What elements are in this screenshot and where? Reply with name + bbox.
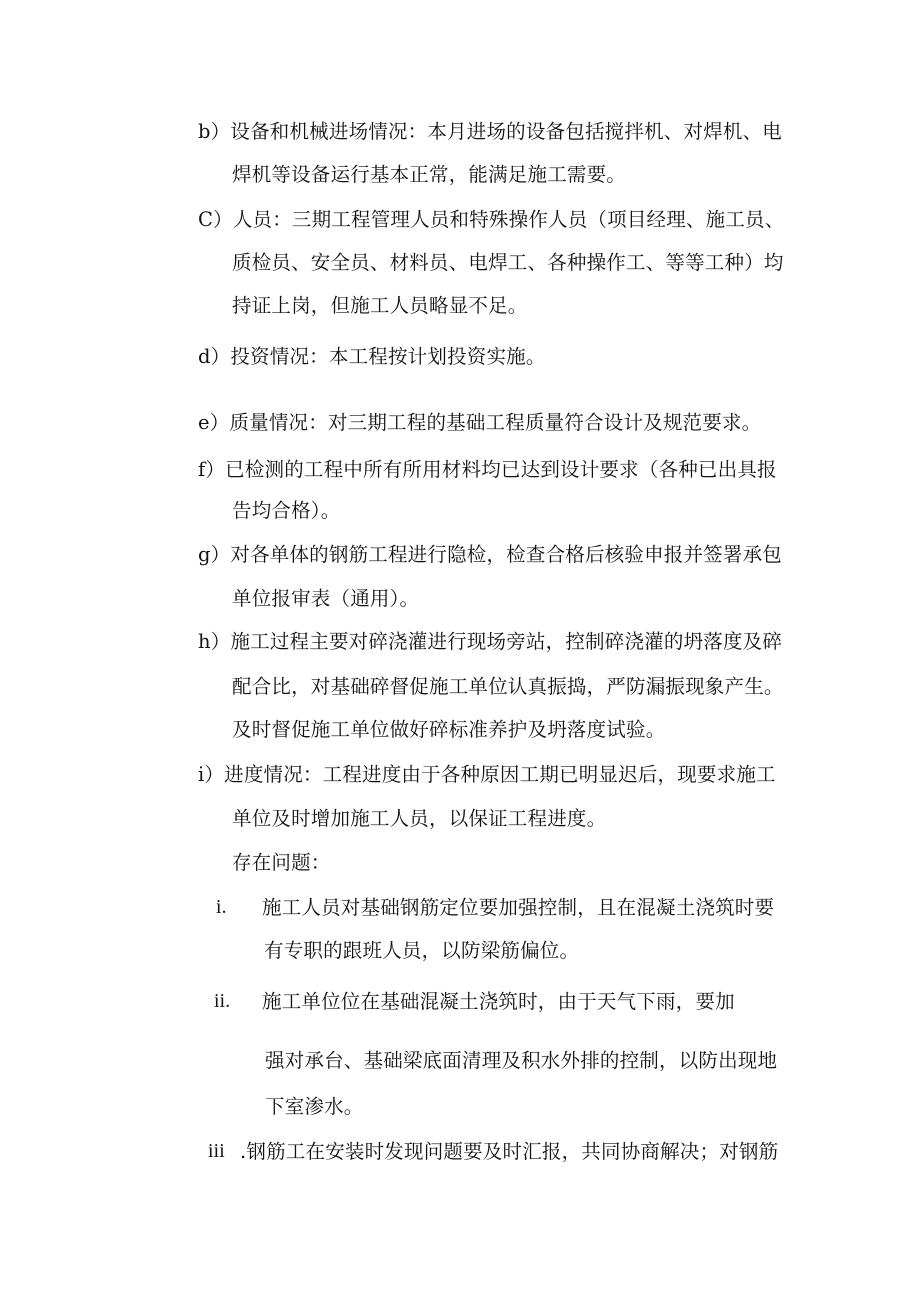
item-b-line1: b）设备和机械进场情况：本月进场的设备包括搅拌机、对焊机、电 [198, 120, 782, 143]
item-i-line1: i）进度情况：工程进度由于各种原因工期已明显迟后，现要求施工 [198, 763, 776, 786]
item-c-line2: 质检员、安全员、材料员、电焊工、各种操作工、等等工种）均 [232, 251, 784, 274]
item-h-line3: 及时督促施工单位做好碎标准养护及坍落度试验。 [232, 718, 666, 741]
problem-1-line1: 施工人员对基础钢筋定位要加强控制，且在混凝土浇筑时要 [262, 896, 775, 919]
item-c-line3: 持证上岗，但施工人员略显不足。 [232, 294, 528, 317]
item-e-line1: e）质量情况：对三期工程的基础工程质量符合设计及规范要求。 [198, 411, 762, 434]
problem-1-line2: 有专职的跟班人员，以防梁筋偏位。 [264, 939, 580, 962]
item-d-line1: d）投资情况：本工程按计划投资实施。 [198, 345, 546, 368]
item-b-line2: 焊机等设备运行基本正常，能满足施工需要。 [232, 163, 627, 186]
problem-2-number: ii. [214, 991, 231, 1012]
problems-heading: 存在问题： [232, 851, 331, 874]
problem-3-number: iii [208, 1141, 225, 1162]
problem-3-line1: .钢筋工在安装时发现问题要及时汇报，共同协商解决；对钢筋 [240, 1140, 779, 1163]
item-g-line2: 单位报审表（通用）。 [232, 587, 420, 610]
item-c-line1: C）人员：三期工程管理人员和特殊操作人员（项目经理、施工员、 [198, 208, 785, 231]
item-f-line1: f）已检测的工程中所有所用材料均已达到设计要求（各种已出具报 [198, 458, 777, 481]
item-i-line2: 单位及时增加施工人员，以保证工程进度。 [232, 807, 607, 830]
item-h-line2: 配合比，对基础碎督促施工单位认真振捣，严防漏振现象产生。 [232, 675, 784, 698]
item-f-line2: 告均合格）。 [232, 499, 341, 522]
problem-1-number: i. [216, 897, 227, 918]
item-g-line1: g）对各单体的钢筋工程进行隐检，检查合格后核验申报并签署承包 [198, 543, 782, 566]
problem-2-line2: 强对承台、基础梁底面清理及积水外排的控制，以防出现地 [265, 1049, 778, 1072]
item-h-line1: h）施工过程主要对碎浇灌进行现场旁站，控制碎浇灌的坍落度及碎 [198, 630, 783, 653]
problem-2-line1: 施工单位位在基础混凝土浇筑时，由于天气下雨，要加 [262, 990, 735, 1013]
problem-2-line3: 下室渗水。 [265, 1095, 364, 1118]
